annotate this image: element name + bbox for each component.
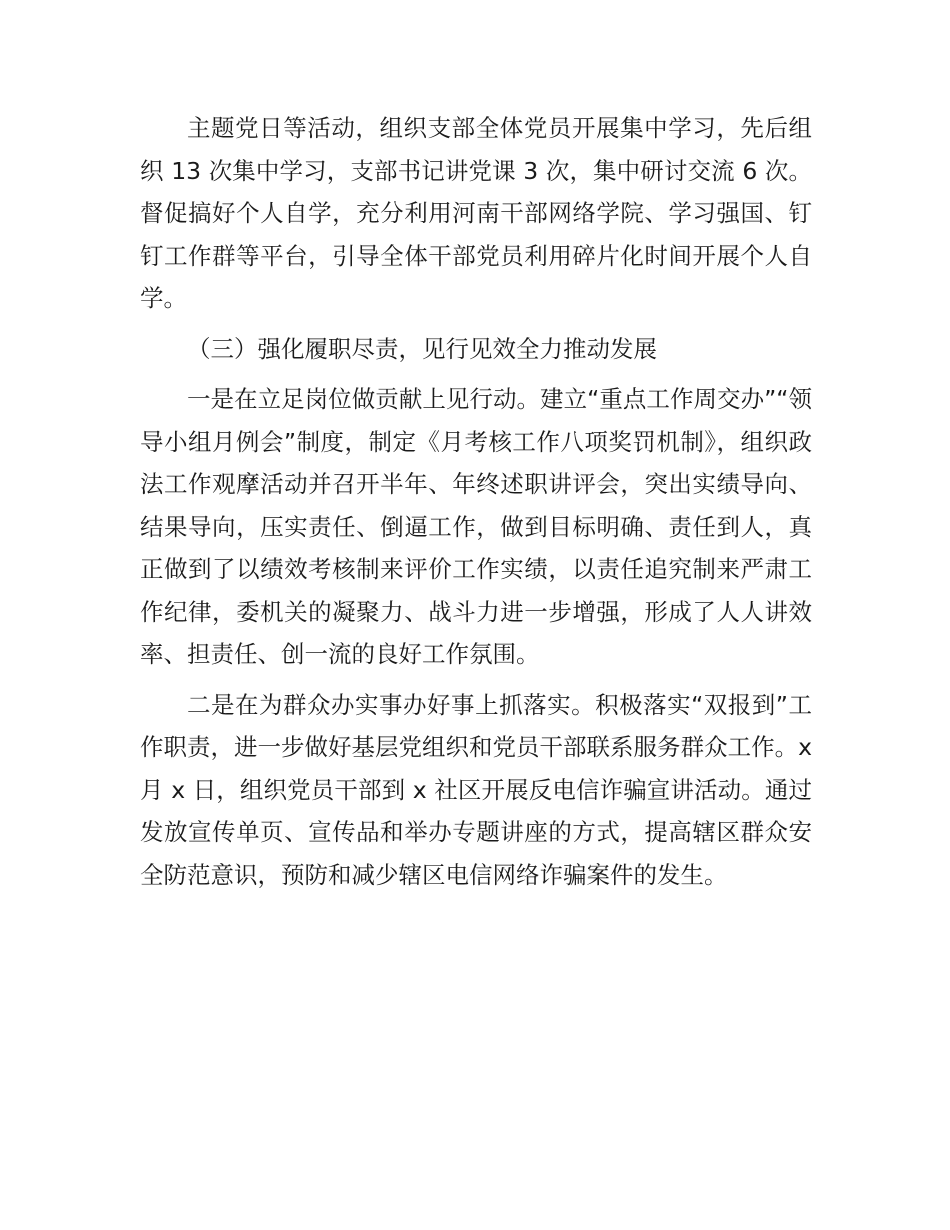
section-heading: （三）强化履职尽责，见行见效全力推动发展 (187, 334, 657, 363)
document-body (140, 107, 812, 904)
paragraph-post-duty: 一是在立足岗位做贡献上见行动。建立“重点工作周交办”“领导小组月例会”制度，制定《月考核工作八项奖罚机制》，组织政法工作观摩活动并召开半年、年终述职讲评会，突出实绩导向、结果导向，压实责任、倒逼工作，做到目标明确、责任到人，真正做到了以绩效考核制来评价工作实绩，以责任追究制来严肃工作纪律，委机关的凝聚力、战斗力进一步增强，形成了人人讲效率、担责任、创一流的良好工作氛围。 (140, 385, 812, 668)
paragraph-serve-masses: 二是在为群众办实事办好事上抓落实。积极落实“双报到”工作职责，进一步做好基层党组织和党员干部联系服务群众工作。x 月 x 日，组织党员干部到 x 社区开展反电信诈骗宣讲活动。通过发放宣传单页、宣传品和举办专题讲座的方式，提高辖区群众安全防范意识，预防和减少辖区电信网络诈骗案件的发生。 (140, 690, 812, 889)
paragraph-study-activities: 主题党日等活动，组织支部全体党员开展集中学习，先后组织 13 次集中学习，支部书记讲党课 3 次，集中研讨交流 6 次。督促搞好个人自学，充分利用河南干部网络学院、学习强国、钉钉工作群等平台，引导全体干部党员利用碎片化时间开展个人自学。 (140, 114, 812, 312)
